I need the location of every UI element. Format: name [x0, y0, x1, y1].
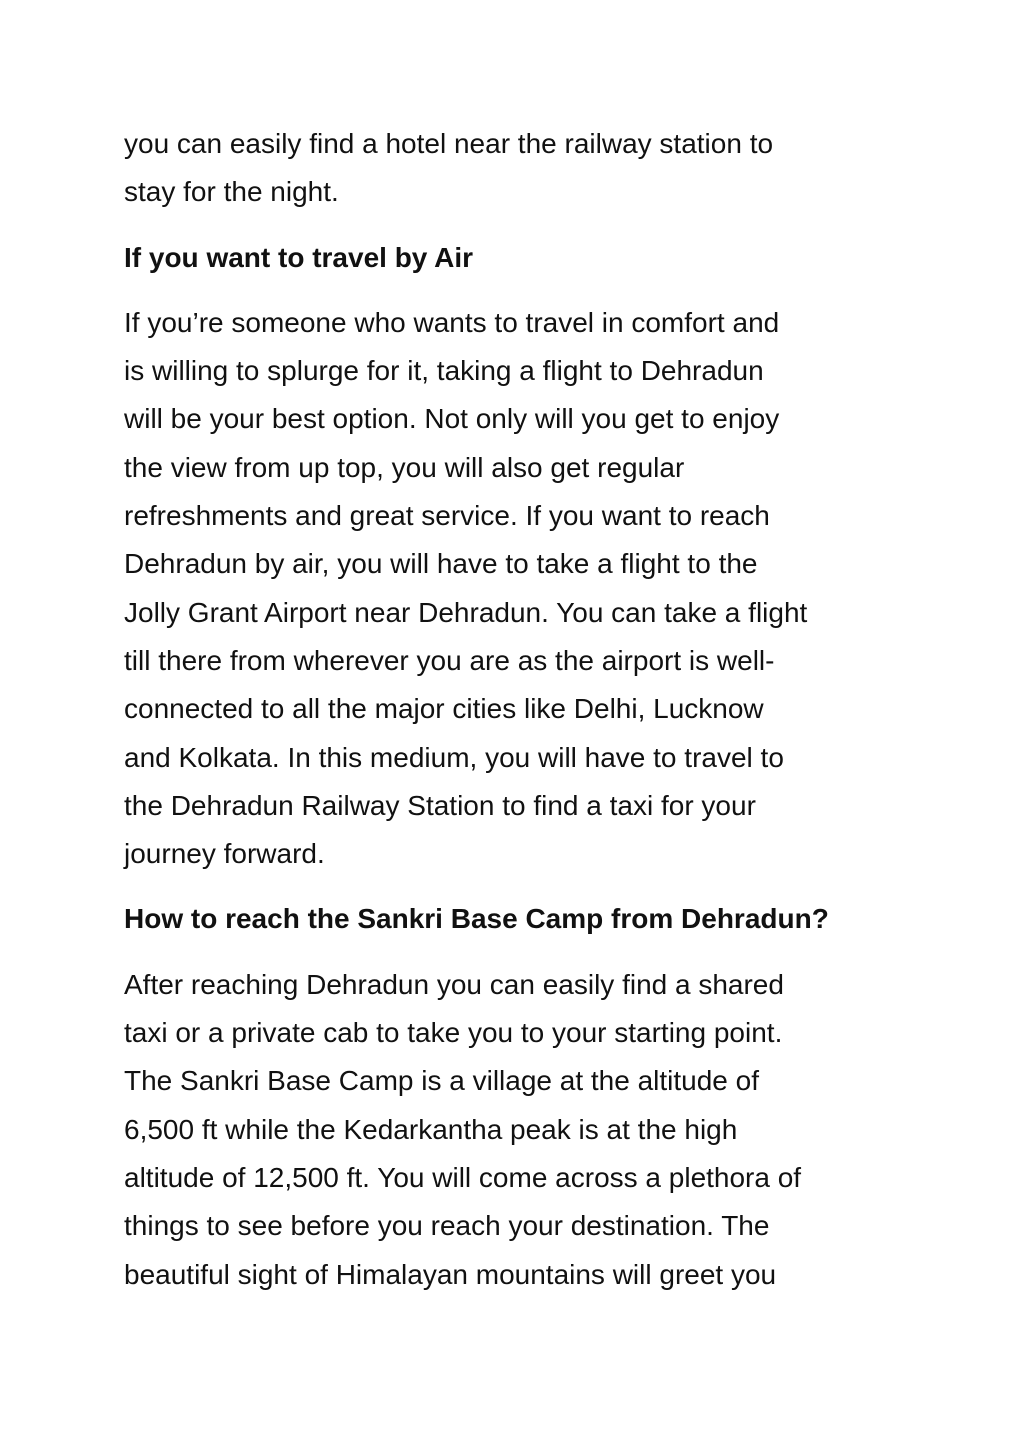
- paragraph-line: stay for the night.: [124, 176, 339, 208]
- sankri-paragraph: [124, 961, 904, 1299]
- paragraph-line: 6,500 ft while the Kedarkantha peak is at the high: [124, 1113, 738, 1145]
- paragraph-line: taxi or a private cab to take you to your starting point.: [124, 1017, 783, 1049]
- paragraph-line: till there from wherever you are as the airport is well-: [124, 644, 775, 676]
- paragraph-line: The Sankri Base Camp is a village at the altitude of: [124, 1065, 760, 1097]
- intro-paragraph: [124, 120, 904, 217]
- paragraph-line: If you’re someone who wants to travel in comfort and: [124, 306, 780, 338]
- paragraph-line: refreshments and great service. If you want to reach: [124, 500, 770, 532]
- air-travel-paragraph: [124, 299, 904, 879]
- paragraph-line: Jolly Grant Airport near Dehradun. You can take a flight: [124, 596, 808, 628]
- paragraph-line: things to see before you reach your destination. The: [124, 1210, 770, 1242]
- paragraph-line: you can easily find a hotel near the railway station to: [124, 128, 774, 159]
- paragraph-line: journey forward.: [124, 838, 325, 870]
- paragraph-line: the Dehradun Railway Station to find a taxi for your: [124, 789, 756, 821]
- paragraph-line: After reaching Dehradun you can easily find a shared: [124, 968, 784, 1000]
- document-body: [124, 120, 904, 1316]
- paragraph-line: connected to all the major cities like Delhi, Lucknow: [124, 693, 764, 725]
- heading-sankri-base-camp: How to reach the Sankri Base Camp from Dehradun?: [124, 903, 829, 935]
- paragraph-line: the view from up top, you will also get regular: [124, 451, 685, 483]
- paragraph-line: beautiful sight of Himalayan mountains will greet you: [124, 1258, 777, 1290]
- paragraph-line: is willing to splurge for it, taking a flight to Dehradun: [124, 355, 764, 387]
- paragraph-line: altitude of 12,500 ft. You will come across a plethora of: [124, 1161, 802, 1193]
- paragraph-line: and Kolkata. In this medium, you will have to travel to: [124, 741, 784, 773]
- paragraph-line: will be your best option. Not only will you get to enjoy: [124, 403, 780, 435]
- heading-air-travel: If you want to travel by Air: [124, 241, 474, 273]
- paragraph-line: Dehradun by air, you will have to take a flight to the: [124, 548, 758, 580]
